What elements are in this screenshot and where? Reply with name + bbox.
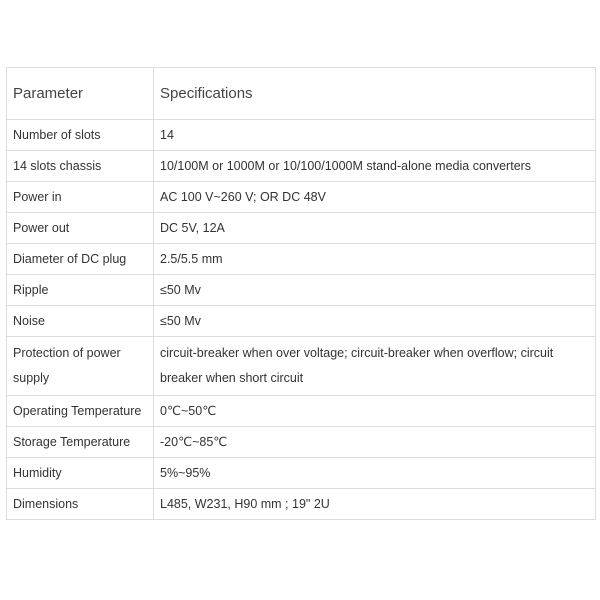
value-cell: 2.5/5.5 mm: [154, 244, 596, 275]
parameter-cell: Noise: [7, 306, 154, 337]
value-cell: 0℃~50℃: [154, 396, 596, 427]
table-header-row: [7, 68, 596, 120]
value-cell: circuit-breaker when over voltage; circuit-breaker when overflow; circuit breaker when short circuit: [154, 337, 596, 396]
table-row: [7, 337, 596, 396]
parameter-cell: Power out: [7, 213, 154, 244]
specifications-table: [6, 67, 596, 520]
parameter-cell: Humidity: [7, 458, 154, 489]
parameter-cell: Protection of power supply: [7, 337, 154, 396]
value-cell: 5%~95%: [154, 458, 596, 489]
value-cell: DC 5V, 12A: [154, 213, 596, 244]
parameter-cell: Ripple: [7, 275, 154, 306]
table-row: [7, 306, 596, 337]
parameter-cell: Storage Temperature: [7, 427, 154, 458]
value-cell: ≤50 Mv: [154, 306, 596, 337]
header-parameter: Parameter: [7, 68, 154, 120]
table-row: [7, 182, 596, 213]
parameter-cell: Diameter of DC plug: [7, 244, 154, 275]
value-cell: -20℃~85℃: [154, 427, 596, 458]
value-cell: 10/100M or 1000M or 10/100/1000M stand-alone media converters: [154, 151, 596, 182]
value-cell: AC 100 V~260 V; OR DC 48V: [154, 182, 596, 213]
table-row: [7, 120, 596, 151]
table-row: [7, 244, 596, 275]
parameter-cell: Dimensions: [7, 489, 154, 520]
parameter-cell: Operating Temperature: [7, 396, 154, 427]
table-row: [7, 275, 596, 306]
table-row: [7, 396, 596, 427]
value-cell: 14: [154, 120, 596, 151]
table-row: [7, 458, 596, 489]
table-row: [7, 427, 596, 458]
value-cell: ≤50 Mv: [154, 275, 596, 306]
parameter-cell: Power in: [7, 182, 154, 213]
table-row: [7, 489, 596, 520]
parameter-cell: 14 slots chassis: [7, 151, 154, 182]
header-specifications: Specifications: [154, 68, 596, 120]
table-row: [7, 151, 596, 182]
table-row: [7, 213, 596, 244]
value-cell: L485, W231, H90 mm ; 19" 2U: [154, 489, 596, 520]
parameter-cell: Number of slots: [7, 120, 154, 151]
